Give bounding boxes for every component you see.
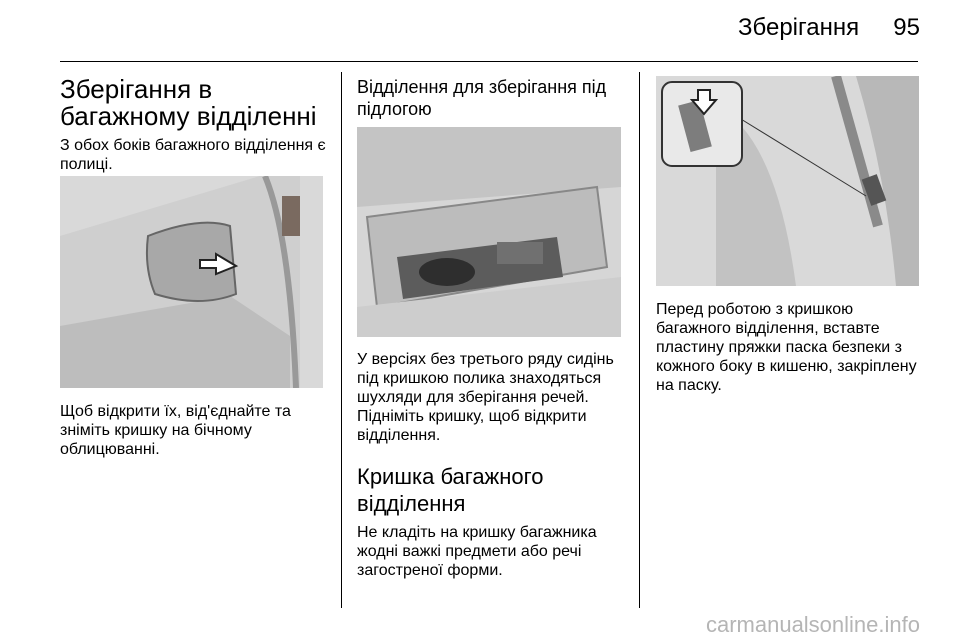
seat-belt-illustration (656, 76, 919, 286)
load-cover-text: Не кладіть на кришку багажника жодні важкі предмети або речі загостреної форми. (357, 524, 597, 579)
column-divider-1 (341, 72, 342, 608)
figure-seat-belt-buckle (656, 76, 919, 286)
page-number: 95 (893, 14, 920, 41)
column-2-body (357, 350, 629, 580)
section-heading-load-cover: Кришка багажного відділення (357, 464, 544, 516)
column-2 (357, 76, 629, 130)
intro-text: З обох боків багажного відділення є полиці. (60, 137, 326, 173)
section-heading-underfloor: Відділення для зберігання під підлогою (357, 77, 607, 119)
seat-belt-text: Перед роботою з кришкою багажного відділення, вставте пластину пряжки паска безпеки з кожного боку в кишеню, закріплену на паску. (656, 301, 917, 394)
caption-text: Щоб відкрити їх, від'єднайте та зніміть кришку на бічному облицюванні. (60, 403, 291, 458)
column-1-caption (60, 402, 330, 459)
column-1 (60, 76, 332, 174)
underfloor-text: У версіях без третього ряду сидінь під кришкою полика знаходяться шухляди для зберігання речей. Підніміть кришку, щоб відкрити відділення. (357, 351, 614, 444)
column-divider-2 (639, 72, 640, 608)
side-panel-illustration (60, 176, 323, 388)
column-3-body (656, 300, 918, 395)
underfloor-illustration (357, 127, 621, 337)
figure-side-panel-cover (60, 176, 323, 388)
figure-underfloor-storage (357, 127, 621, 337)
watermark: carmanualsonline.info (705, 612, 920, 637)
page-header-title: Зберігання (738, 14, 860, 41)
header-rule (60, 61, 918, 62)
section-heading-luggage-storage: Зберігання в багажному відділенні (60, 74, 317, 131)
